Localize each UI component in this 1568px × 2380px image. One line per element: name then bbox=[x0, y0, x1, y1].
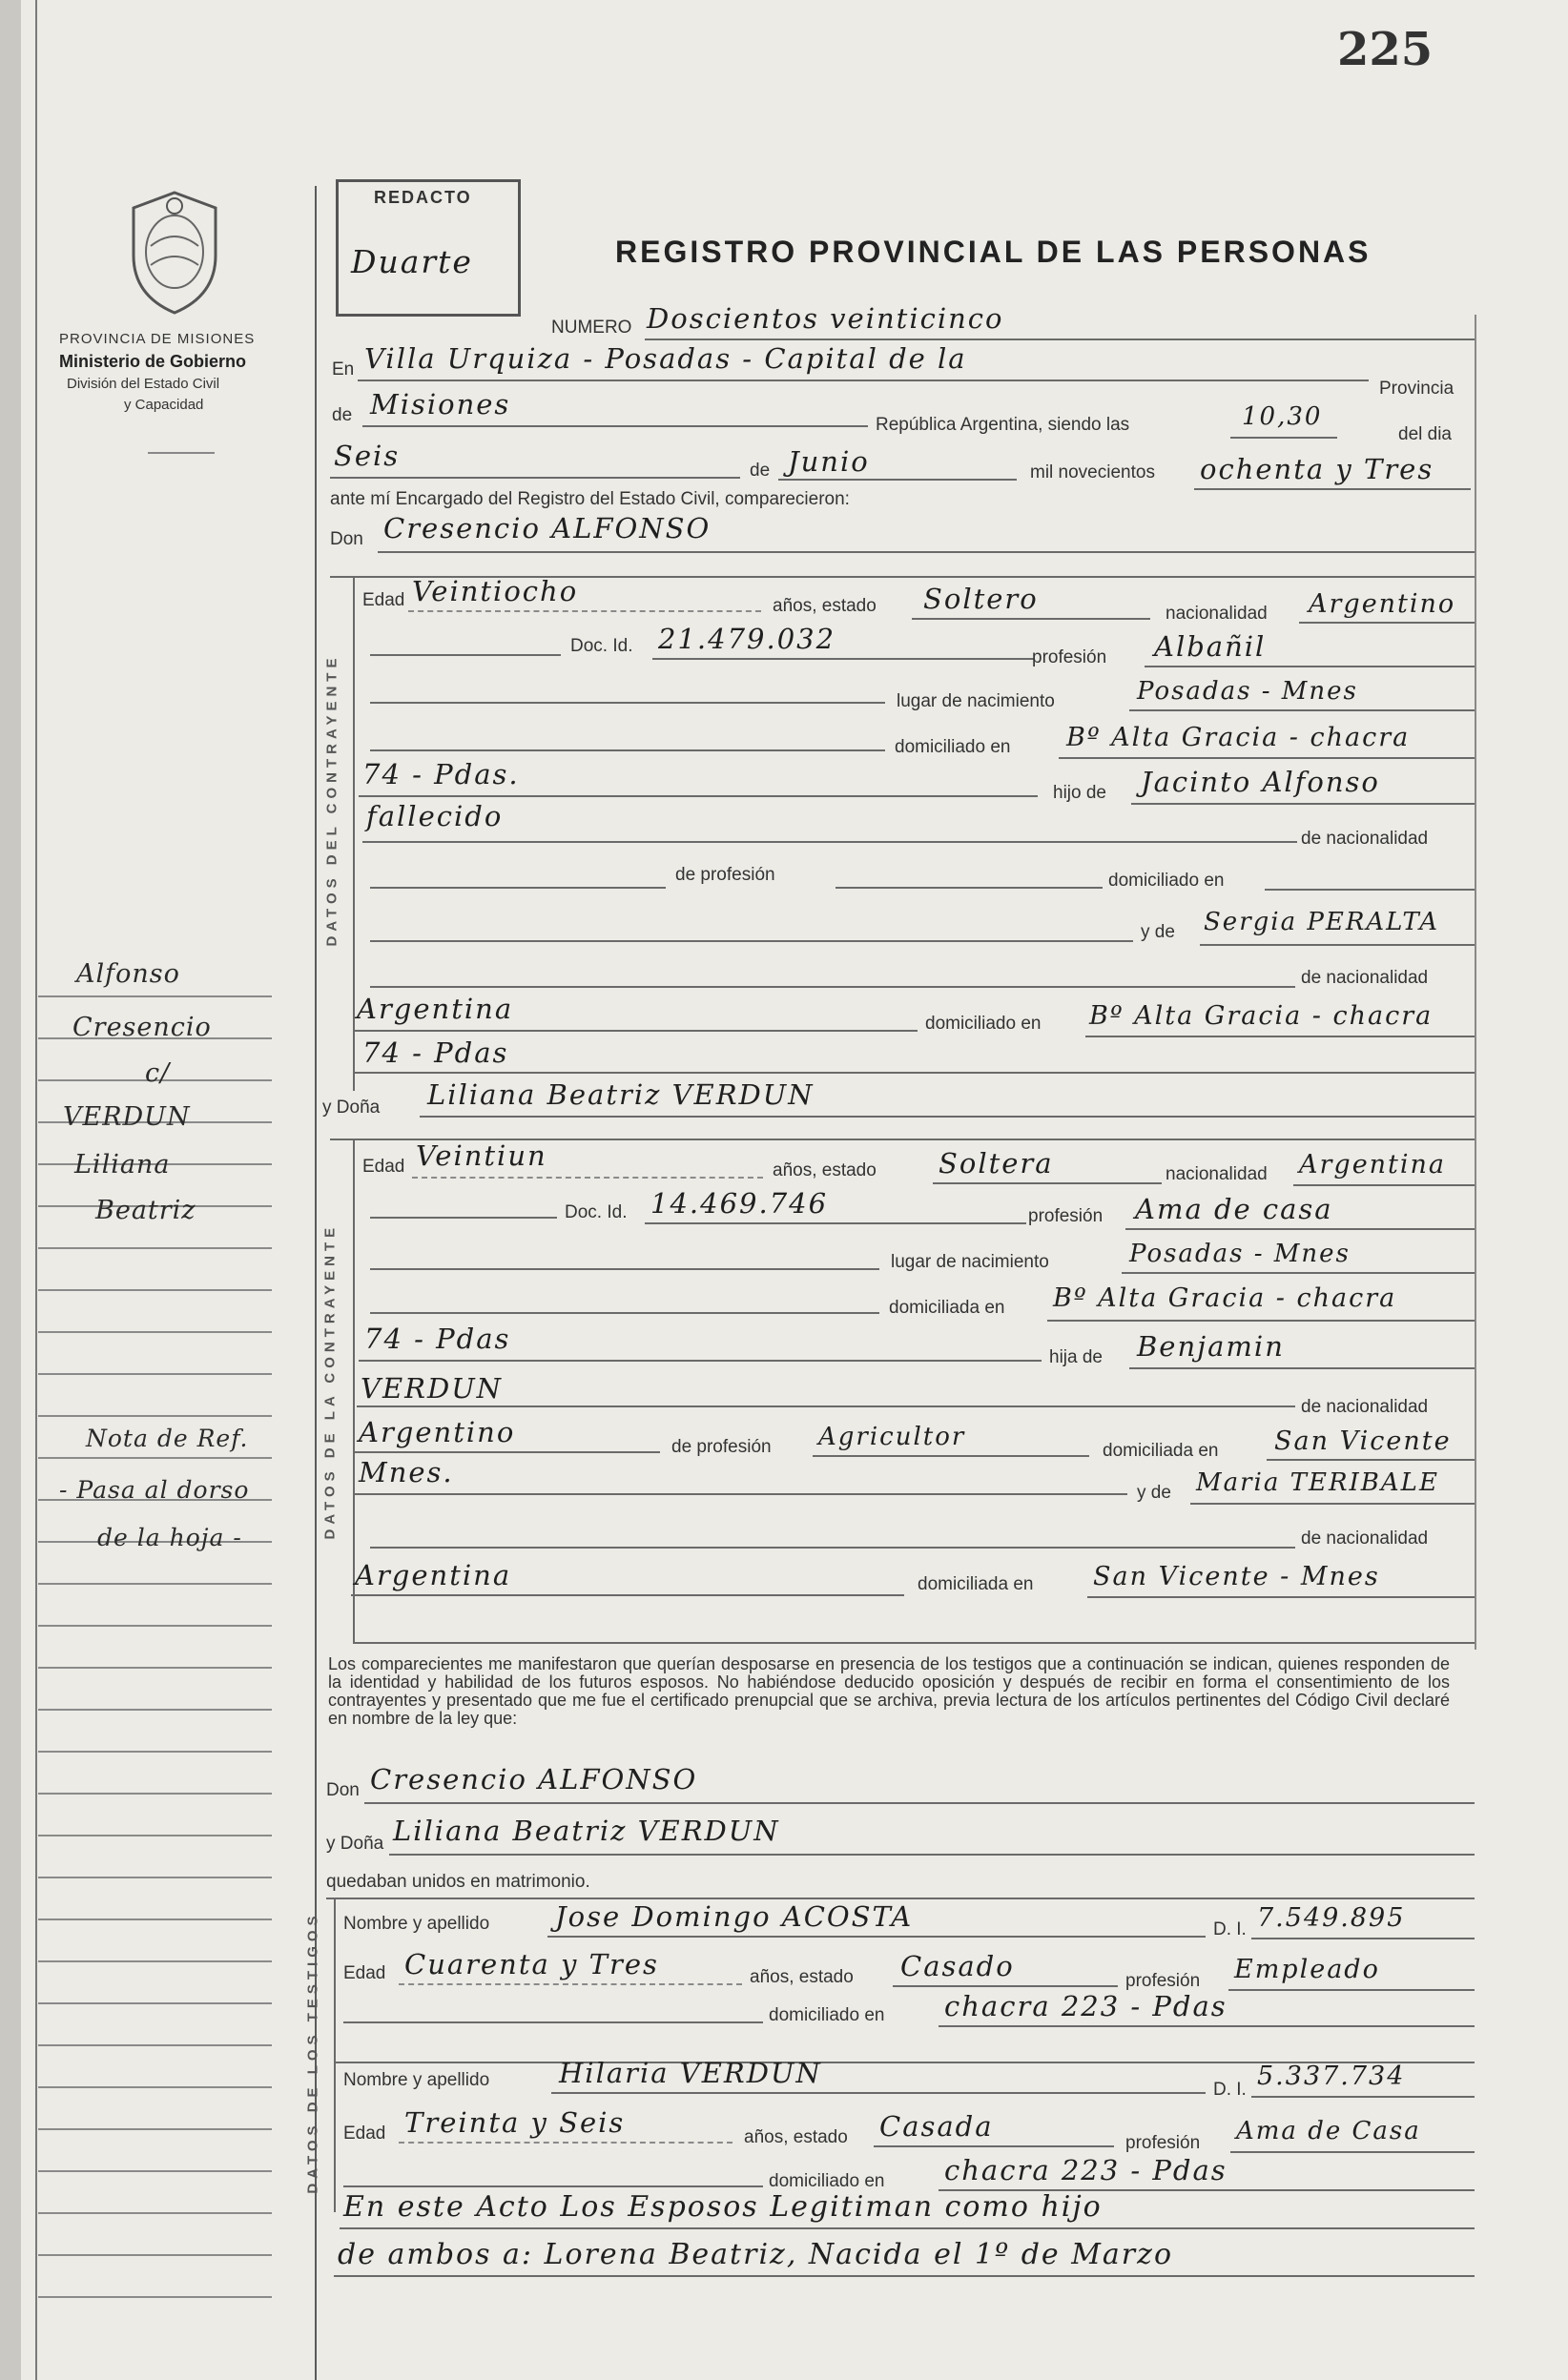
margin-rule bbox=[38, 1709, 272, 1711]
bride-padre-profesion-label: de profesión bbox=[671, 1437, 772, 1457]
margin-rule bbox=[38, 1415, 272, 1417]
bride-dona-label: y Doña bbox=[322, 1098, 381, 1118]
day-value: Seis bbox=[334, 440, 401, 472]
place-value: Villa Urquiza - Posadas - Capital de la bbox=[364, 342, 967, 375]
groom-domicilio-2: 74 - Pdas. bbox=[362, 758, 520, 790]
margin-rule bbox=[38, 1793, 272, 1795]
bride-profesion-label: profesión bbox=[1028, 1206, 1104, 1226]
bride-doc: 14.469.746 bbox=[650, 1187, 829, 1220]
w2-name: Hilaria VERDUN bbox=[559, 2057, 822, 2089]
margin-rule bbox=[38, 1247, 272, 1249]
margin-rule bbox=[38, 2296, 272, 2298]
ante-text: ante mí Encargado del Registro del Estado Civil, comparecieron: bbox=[330, 489, 850, 509]
bride-madre-nacionalidad-label: de nacionalidad bbox=[1301, 1529, 1429, 1549]
de-label: de bbox=[332, 405, 353, 425]
bride-profesion: Ama de casa bbox=[1135, 1193, 1333, 1225]
bride-madre-domicilio: San Vicente - Mnes bbox=[1093, 1562, 1380, 1591]
bride-padre-apellido: VERDUN bbox=[361, 1372, 504, 1405]
w2-anos-label: años, estado bbox=[744, 2127, 848, 2147]
declaration-text: Los comparecientes me manifestaron que querían desposarse en presencia de los testigos que a continuación se indican, quienes responden de la identidad y habilidad de los futuros esposos. No habiéndose deducido oposición y después de recibir en forma el consentimiento de los contrayentes y presentado que me fue el certificado prenupcial que se archiva, previa lectura de los artículos pertinentes del Código Civil declaré en nombre de la ley que: bbox=[328, 1654, 1450, 1728]
groom-age: Veintiocho bbox=[412, 575, 579, 607]
bride-nacionalidad: Argentina bbox=[1299, 1150, 1447, 1180]
del-dia-label: del dia bbox=[1398, 424, 1452, 444]
w1-domicilio-label: domiciliado en bbox=[769, 2005, 885, 2025]
groom-profesion: Albañil bbox=[1154, 630, 1267, 663]
w2-di: 5.337.734 bbox=[1257, 2062, 1406, 2091]
groom-anos-label: años, estado bbox=[773, 596, 877, 616]
provincial-seal bbox=[122, 189, 227, 322]
w2-domicilio: chacra 223 - Pdas bbox=[944, 2154, 1228, 2186]
groom-nacionalidad: Argentino bbox=[1309, 589, 1456, 619]
margin-name-5: Liliana bbox=[74, 1150, 171, 1180]
margin-rule bbox=[38, 1331, 272, 1333]
redacto-label: REDACTO bbox=[374, 188, 472, 207]
margin-name-2: Cresencio bbox=[72, 1013, 212, 1042]
document-title: REGISTRO PROVINCIAL DE LAS PERSONAS bbox=[615, 235, 1372, 269]
bride-nacionalidad-label: nacionalidad bbox=[1166, 1164, 1268, 1184]
binding-edge bbox=[0, 0, 21, 2380]
w2-profesion: Ama de Casa bbox=[1236, 2117, 1421, 2145]
bride-y-de-label: y de bbox=[1137, 1483, 1171, 1503]
margin-rule bbox=[38, 1877, 272, 1878]
margin-name-4: VERDUN bbox=[63, 1102, 191, 1132]
bride-hija-label: hija de bbox=[1049, 1347, 1103, 1367]
groom-profesion-label: profesión bbox=[1032, 647, 1107, 667]
groom-hijo-label: hijo de bbox=[1053, 783, 1106, 803]
province-line-1: PROVINCIA DE MISIONES bbox=[59, 331, 256, 347]
margin-note-2: - Pasa al dorso bbox=[59, 1476, 250, 1504]
bride-estado: Soltera bbox=[939, 1147, 1054, 1180]
w1-anos-label: años, estado bbox=[750, 1967, 854, 1987]
w1-age: Cuarenta y Tres bbox=[404, 1948, 659, 1980]
bride-padre-domicilio: San Vicente bbox=[1274, 1426, 1452, 1456]
groom-madre-nacionalidad-label: de nacionalidad bbox=[1301, 968, 1429, 988]
groom-madre-domicilio-1: Bº Alta Gracia - chacra bbox=[1089, 1001, 1434, 1031]
w1-profesion: Empleado bbox=[1234, 1955, 1380, 1984]
bride-lugar-label: lugar de nacimiento bbox=[891, 1252, 1049, 1272]
groom-name: Cresencio ALFONSO bbox=[383, 512, 712, 544]
bride-madre: Maria TERIBALE bbox=[1196, 1468, 1439, 1497]
w2-profesion-label: profesión bbox=[1125, 2133, 1201, 2153]
groom-estado: Soltero bbox=[923, 583, 1039, 615]
addendum-line-2: de ambos a: Lorena Beatriz, Nacida el 1º de Marzo bbox=[338, 2238, 1174, 2271]
margin-rule bbox=[38, 2044, 272, 2046]
groom-lugar-label: lugar de nacimiento bbox=[897, 691, 1055, 711]
w2-edad-label: Edad bbox=[343, 2124, 386, 2144]
month-value: Junio bbox=[788, 445, 870, 478]
groom-domicilio-label: domiciliado en bbox=[895, 737, 1011, 757]
margin-rule bbox=[38, 2254, 272, 2256]
decl-don-label: Don bbox=[326, 1780, 360, 1800]
groom-nacionalidad-label: nacionalidad bbox=[1166, 604, 1268, 624]
margin-name-3: c/ bbox=[145, 1058, 171, 1088]
groom-section-label: DATOS DEL CONTRAYENTE bbox=[323, 653, 340, 947]
bride-anos-label: años, estado bbox=[773, 1160, 877, 1180]
margin-rule bbox=[38, 1373, 272, 1375]
w1-profesion-label: profesión bbox=[1125, 1971, 1201, 1991]
year-value: ochenta y Tres bbox=[1200, 453, 1434, 485]
page-number: 225 bbox=[1337, 23, 1434, 76]
w2-domicilio-label: domiciliado en bbox=[769, 2171, 885, 2191]
province-line-4: y Capacidad bbox=[124, 397, 204, 413]
margin-rule bbox=[38, 1918, 272, 1920]
w1-name: Jose Domingo ACOSTA bbox=[555, 1900, 914, 1933]
margin-rule bbox=[38, 2128, 272, 2130]
margin-rule bbox=[38, 1625, 272, 1627]
decl-dona-label: y Doña bbox=[326, 1834, 384, 1854]
margin-rule bbox=[38, 1667, 272, 1669]
margin-rule bbox=[38, 1835, 272, 1836]
province-line-3: División del Estado Civil bbox=[67, 376, 220, 392]
groom-lugar: Posadas - Mnes bbox=[1137, 677, 1358, 706]
margin-rule bbox=[38, 2212, 272, 2214]
margin-rule bbox=[38, 1583, 272, 1585]
decl-quedaban: quedaban unidos en matrimonio. bbox=[326, 1872, 590, 1892]
bride-lugar: Posadas - Mnes bbox=[1129, 1240, 1351, 1268]
w1-di-label: D. I. bbox=[1213, 1919, 1247, 1939]
bride-madre-nacionalidad: Argentina bbox=[355, 1559, 512, 1591]
margin-rule bbox=[38, 1751, 272, 1753]
bride-domicilio-label: domiciliada en bbox=[889, 1298, 1005, 1318]
bride-padre-nacionalidad-label: de nacionalidad bbox=[1301, 1397, 1429, 1417]
groom-padre-domicilio-label: domiciliado en bbox=[1108, 871, 1225, 891]
numero-value: Doscientos veinticinco bbox=[647, 302, 1004, 335]
w2-age: Treinta y Seis bbox=[404, 2106, 626, 2139]
margin-name-6: Beatriz bbox=[95, 1196, 196, 1225]
groom-padre: Jacinto Alfonso bbox=[1141, 766, 1380, 798]
bride-age: Veintiun bbox=[416, 1139, 547, 1172]
province-value: Misiones bbox=[370, 388, 511, 421]
margin-rule bbox=[38, 2086, 272, 2088]
margin-rule bbox=[38, 2002, 272, 2004]
bride-padre-domicilio-label: domiciliada en bbox=[1103, 1441, 1219, 1461]
w2-di-label: D. I. bbox=[1213, 2080, 1247, 2100]
margin-name-1: Alfonso bbox=[76, 959, 180, 989]
province-line-2: Ministerio de Gobierno bbox=[59, 352, 247, 371]
groom-madre: Sergia PERALTA bbox=[1204, 908, 1440, 936]
provincia-label: Provincia bbox=[1379, 379, 1455, 399]
margin-rule bbox=[38, 1457, 272, 1459]
numero-label: NUMERO bbox=[551, 318, 632, 338]
margin-rule bbox=[38, 1289, 272, 1291]
bride-padre-nacionalidad: Argentino bbox=[359, 1416, 516, 1448]
groom-padre-nacionalidad-label: de nacionalidad bbox=[1301, 829, 1429, 849]
bride-padre-domicilio-2: Mnes. bbox=[359, 1456, 454, 1488]
bride-doc-label: Doc. Id. bbox=[565, 1202, 628, 1222]
decl-don-name: Cresencio ALFONSO bbox=[370, 1763, 698, 1795]
groom-doc-label: Doc. Id. bbox=[570, 636, 633, 656]
bride-madre-domicilio-label: domiciliada en bbox=[918, 1574, 1034, 1594]
republica-label: República Argentina, siendo las bbox=[876, 415, 1130, 435]
groom-padre-profesion-label: de profesión bbox=[675, 865, 775, 885]
w1-nombre-label: Nombre y apellido bbox=[343, 1914, 490, 1934]
groom-doc: 21.479.032 bbox=[658, 623, 836, 655]
bride-domicilio-1: Bº Alta Gracia - chacra bbox=[1053, 1283, 1397, 1313]
bride-section-label: DATOS DE LA CONTRAYENTE bbox=[321, 1222, 339, 1540]
bride-name: Liliana Beatriz VERDUN bbox=[427, 1078, 815, 1111]
w1-estado: Casado bbox=[900, 1950, 1015, 1982]
hour-value: 10,30 bbox=[1242, 402, 1323, 431]
groom-y-de-label: y de bbox=[1141, 922, 1175, 942]
groom-madre-domicilio-2: 74 - Pdas bbox=[362, 1036, 509, 1069]
decl-dona-name: Liliana Beatriz VERDUN bbox=[393, 1815, 780, 1847]
margin-rule bbox=[38, 995, 272, 997]
margin-note-3: de la hoja - bbox=[97, 1524, 242, 1551]
bride-padre-profesion: Agricultor bbox=[818, 1423, 966, 1451]
w1-edad-label: Edad bbox=[343, 1963, 386, 1983]
margin-rule bbox=[38, 1960, 272, 1962]
mil-label: mil novecientos bbox=[1030, 462, 1155, 482]
w2-estado: Casada bbox=[879, 2110, 994, 2143]
addendum-line-1: En este Acto Los Esposos Legitiman como hijo bbox=[343, 2190, 1103, 2224]
bride-padre: Benjamin bbox=[1137, 1330, 1285, 1363]
bride-edad-label: Edad bbox=[362, 1157, 405, 1177]
groom-madre-domicilio-label: domiciliado en bbox=[925, 1014, 1042, 1034]
margin-note-1: Nota de Ref. bbox=[86, 1425, 249, 1452]
de-mes-label: de bbox=[750, 461, 771, 481]
groom-edad-label: Edad bbox=[362, 590, 405, 610]
redacto-signature: Duarte bbox=[351, 243, 473, 280]
en-label: En bbox=[332, 359, 355, 380]
bride-domicilio-2: 74 - Pdas bbox=[364, 1323, 511, 1355]
groom-madre-nacionalidad: Argentina bbox=[357, 993, 514, 1025]
groom-don-label: Don bbox=[330, 529, 363, 549]
w1-domicilio: chacra 223 - Pdas bbox=[944, 1990, 1228, 2022]
margin-rule bbox=[38, 2170, 272, 2172]
groom-padre-estado: fallecido bbox=[366, 800, 504, 832]
witnesses-section-label: DATOS DE LOS TESTIGOS bbox=[304, 1911, 321, 2194]
w1-di: 7.549.895 bbox=[1257, 1903, 1406, 1933]
groom-domicilio-1: Bº Alta Gracia - chacra bbox=[1066, 723, 1411, 752]
w2-nombre-label: Nombre y apellido bbox=[343, 2070, 490, 2090]
